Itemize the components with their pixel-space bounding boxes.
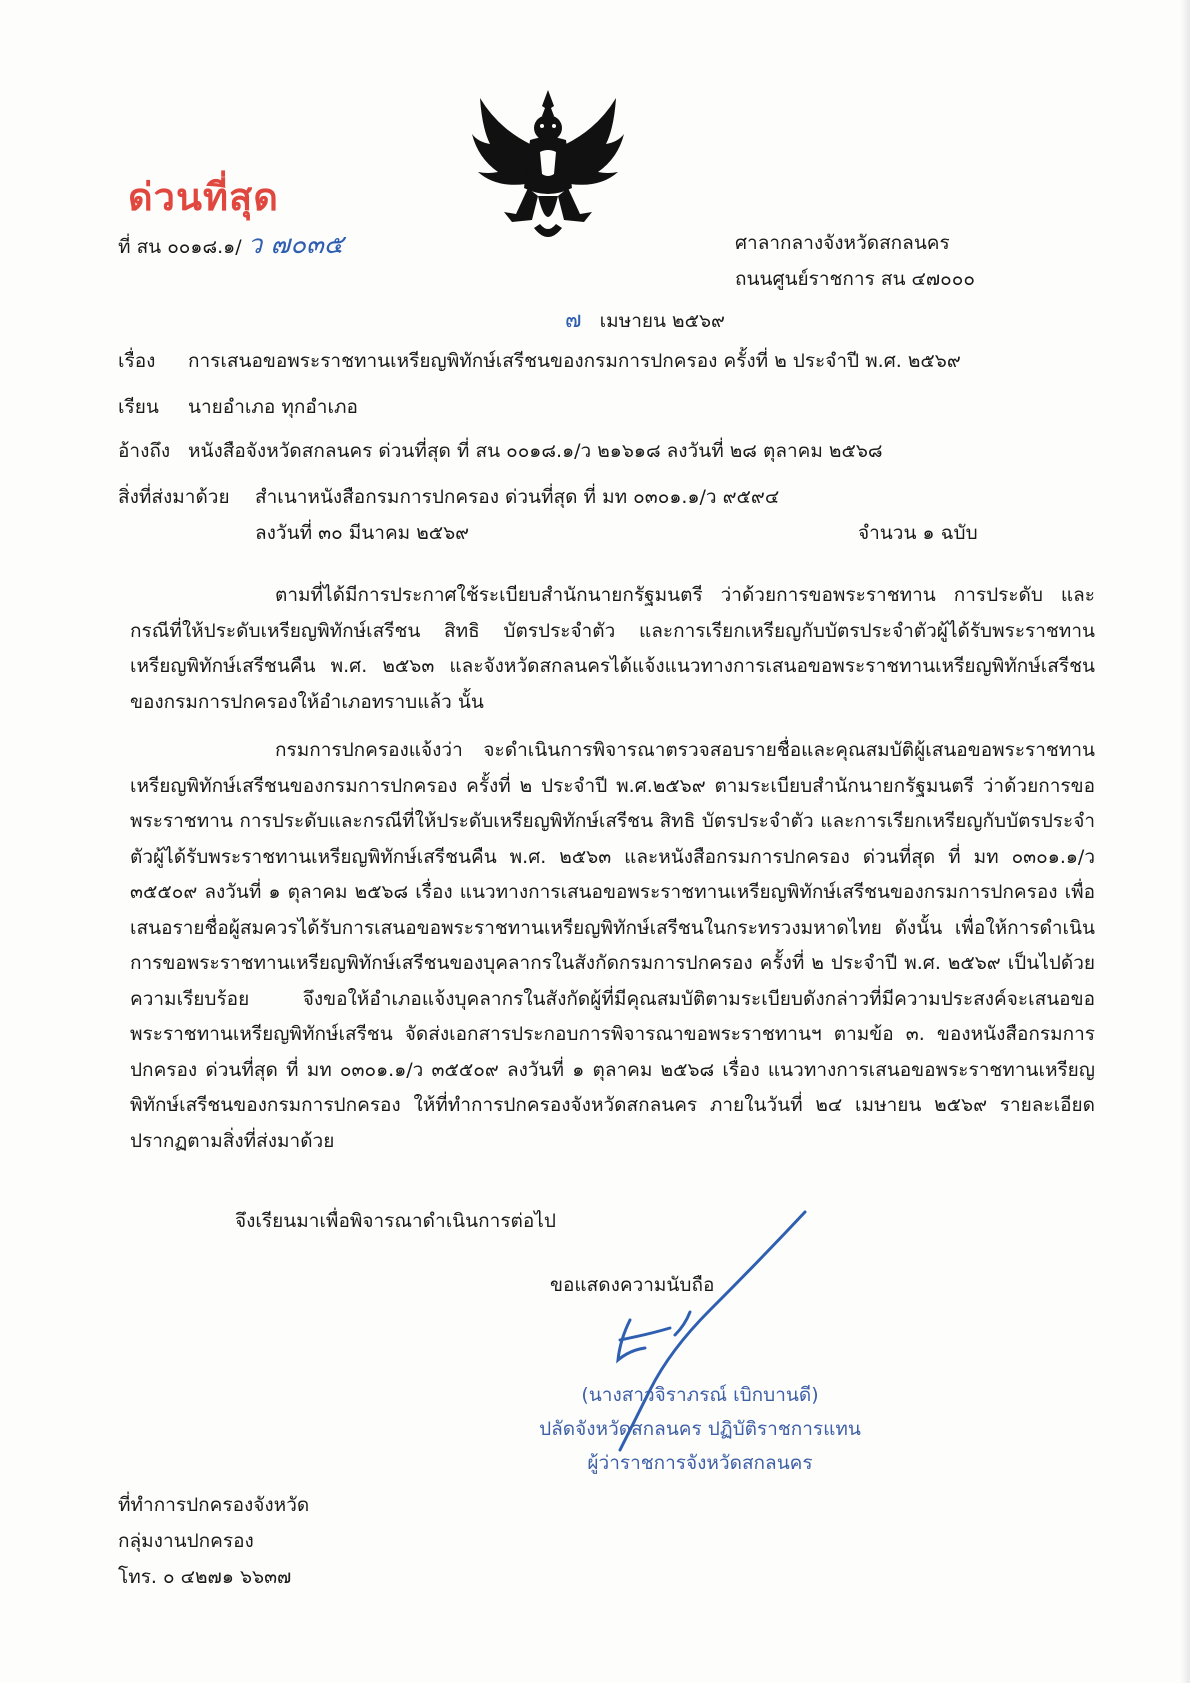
document-date	[565, 308, 725, 334]
signatory-block	[530, 1378, 870, 1480]
enclosure-quantity: จำนวน ๑ ฉบับ	[858, 522, 978, 544]
date-day-handwritten: ๗	[565, 308, 582, 333]
org-address-line1: ศาลากลางจังหวัดสกลนคร	[735, 232, 950, 254]
footer-office: ที่ทำการปกครองจังหวัด	[118, 1494, 310, 1516]
enclosure-line2: ลงวันที่ ๓๐ มีนาคม ๒๕๖๙	[255, 522, 470, 544]
subject-label: เรื่อง	[118, 350, 156, 372]
urgent-stamp: ด่วนที่สุด	[128, 175, 279, 219]
enclosure-label: สิ่งที่ส่งมาด้วย	[118, 486, 230, 508]
footer-phone: โทร. ๐ ๔๒๗๑ ๖๖๓๗	[118, 1566, 292, 1588]
closing-line: จึงเรียนมาเพื่อพิจารณาดำเนินการต่อไป	[235, 1210, 556, 1232]
signatory-name: (นางสาวจิราภรณ์ เบิกบานดี)	[581, 1384, 819, 1406]
org-address-line2: ถนนศูนย์ราชการ สน ๔๗๐๐๐	[735, 268, 975, 290]
reference-text: หนังสือจังหวัดสกลนคร ด่วนที่สุด ที่ สน ๐๐๑๘.๑/ว ๒๑๖๑๘ ลงวันที่ ๒๘ ตุลาคม ๒๕๖๘	[188, 440, 883, 462]
signatory-position-1: ปลัดจังหวัดสกลนคร ปฏิบัติราชการแทน	[539, 1418, 861, 1440]
garuda-emblem-icon	[468, 88, 628, 248]
subject-text: การเสนอขอพระราชทานเหรียญพิทักษ์เสรีชนของกรมการปกครอง ครั้งที่ ๒ ประจำปี พ.ศ. ๒๕๖๙	[188, 350, 961, 372]
page-edge-shadow	[1180, 0, 1190, 1683]
reference-printed: ที่ สน ๐๐๑๘.๑/	[118, 236, 242, 258]
regards-line: ขอแสดงความนับถือ	[550, 1274, 715, 1296]
date-month-year: เมษายน ๒๕๖๙	[599, 310, 725, 332]
footer-division: กลุ่มงานปกครอง	[118, 1530, 254, 1552]
reference-handwritten: ว ๗๐๓๕	[247, 230, 344, 260]
signatory-position-2: ผู้ว่าราชการจังหวัดสกลนคร	[587, 1452, 813, 1474]
to-text: นายอำเภอ ทุกอำเภอ	[188, 396, 358, 418]
body-paragraph-1: ตามที่ได้มีการประกาศใช้ระเบียบสำนักนายกรัฐมนตรี ว่าด้วยการขอพระราชทาน การประดับ และกรณีที่ให้ประดับเหรียญพิทักษ์เสรีชน สิทธิ บัตรประจำตัว และการเรียกเหรียญกับบัตรประจำตัวผู้ได้รับพระราชทานเหรียญพิทักษ์เสรีชนคืน พ.ศ. ๒๕๖๓ และจังหวัดสกลนครได้แจ้งแนวทางการเสนอขอพระราชทานเหรียญพิทักษ์เสรีชนของกรมการปกครองให้อำเภอทราบแล้ว นั้น	[130, 584, 1095, 713]
body-paragraph-2: กรมการปกครองแจ้งว่า จะดำเนินการพิจารณาตรวจสอบรายชื่อและคุณสมบัติผู้เสนอขอพระราชทานเหรียญพิทักษ์เสรีชนของกรมการปกครอง ครั้งที่ ๒ ประจำปี พ.ศ.๒๕๖๙ ตามระเบียบสำนักนายกรัฐมนตรี ว่าด้วยการขอพระราชทาน การประดับและกรณีที่ให้ประดับเหรียญพิทักษ์เสรีชน สิทธิ บัตรประจำตัว และการเรียกเหรียญกับบัตรประจำตัวผู้ได้รับพระราชทานเหรียญพิทักษ์เสรีชนคืน พ.ศ. ๒๕๖๓ และหนังสือกรมการปกครอง ด่วนที่สุด ที่ มท ๐๓๐๑.๑/ว ๓๕๕๐๙ ลงวันที่ ๑ ตุลาคม ๒๕๖๘ เรื่อง แนวทางการเสนอขอพระราชทานเหรียญพิทักษ์เสรีชนของกรมการปกครอง เพื่อเสนอรายชื่อผู้สมควรได้รับการเสนอขอพระราชทานเหรียญพิทักษ์เสรีชนในกระทรวงมหาดไทย ดังนั้น เพื่อให้การดำเนินการขอพระราชทานเหรียญพิทักษ์เสรีชนของบุคลากรในสังกัดกรมการปกครอง ครั้งที่ ๒ ประจำปี พ.ศ. ๒๕๖๙ เป็นไปด้วยความเรียบร้อย จึงขอให้อำเภอแจ้งบุคลากรในสังกัดผู้ที่มีคุณสมบัติตามระเบียบดังกล่าวที่มีความประสงค์จะเสนอขอพระราชทานเหรียญพิทักษ์เสรีชน จัดส่งเอกสารประกอบการพิจารณาขอพระราชทานฯ ตามข้อ ๓. ของหนังสือกรมการปกครอง ด่วนที่สุด ที่ มท ๐๓๐๑.๑/ว ๓๕๕๐๙ ลงวันที่ ๑ ตุลาคม ๒๕๖๘ เรื่อง แนวทางการเสนอขอพระราชทานเหรียญพิทักษ์เสรีชนของกรมการปกครอง ให้ที่ทำการปกครองจังหวัดสกลนคร ภายในวันที่ ๒๔ เมษายน ๒๕๖๙ รายละเอียดปรากฏตามสิ่งที่ส่งมาด้วย	[130, 739, 1095, 1152]
to-label: เรียน	[118, 396, 159, 418]
reference-label: อ้างถึง	[118, 440, 171, 462]
enclosure-line1: สำเนาหนังสือกรมการปกครอง ด่วนที่สุด ที่ มท ๐๓๐๑.๑/ว ๙๕๙๔	[255, 486, 780, 508]
document-reference	[118, 230, 343, 261]
